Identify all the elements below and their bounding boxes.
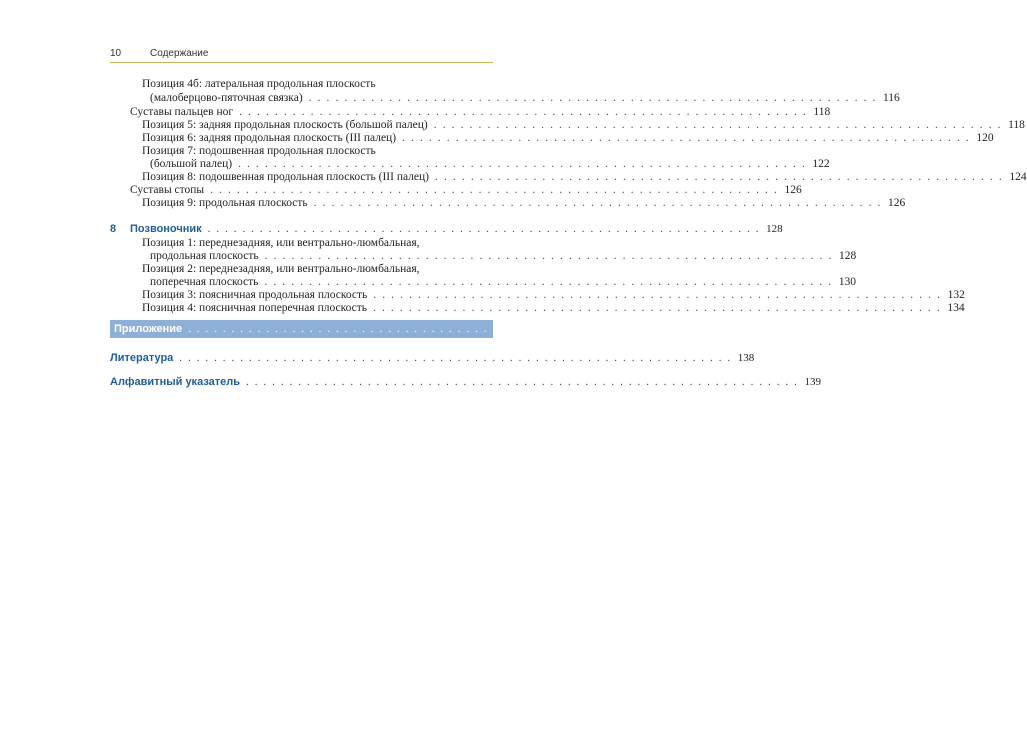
- toc-entry[interactable]: [142, 145, 493, 158]
- leader-dots: . . . . . . . . . . . . . . . . . . . . . . . . . . . . . . . . . . . . . . . . . . . . . . . . . . . . . . . . . . . . . . . .: [264, 250, 833, 262]
- chapter-number: 8: [110, 223, 117, 235]
- entry-title: Позиция 3: поясничная продольная плоскость: [142, 289, 368, 301]
- toc-entry[interactable]: [142, 197, 906, 210]
- entry-page: 128: [838, 250, 857, 262]
- toc-entry[interactable]: [150, 92, 900, 105]
- entry-title: Позиция 7: подошвенная продольная плоскость: [142, 145, 376, 157]
- page-number: 10: [110, 48, 122, 59]
- leader-dots: . . . . . . . . . . . . . . . . . . . . . . . . . . . . . . . . . . . . . . . . . . . . . . . . . . . . . . . . . . . . . . . .: [373, 289, 942, 301]
- leader-dots: . . . . . . . . . . . . . . . . . . . . . . . . . . . . . . . . . . . . . . . . . . . . . . . . . . . . . . . . . . . . . . . .: [246, 376, 799, 388]
- index-heading[interactable]: [110, 376, 821, 389]
- entry-page: 126: [888, 197, 906, 209]
- entry-title: (малоберцово-пяточная связка): [150, 92, 303, 104]
- entry-page: 122: [812, 158, 830, 170]
- leader-dots: . . . . . . . . . . . . . . . . . . . . . . . . . . . . . . . . . . . . . . . . . . . . . . . . . . . . . . . . . . . . . . . .: [238, 158, 807, 170]
- leader-dots: . . . . . . . . . . . . . . . . . . . . . . . . . . . . . . . . . . . . . . . . . . . . . . . . . . . . . . . . . . . . . . . .: [264, 276, 833, 288]
- entry-title: Позиция 6: задняя продольная плоскость (III палец): [142, 132, 397, 144]
- entry-page: 132: [947, 289, 965, 301]
- leader-dots: . . . . . . . . . . . . . . . . . . . . . . . . . . . . . . . . . . . . . . . . . . . . . . . . . . . . . . . . . . . . . . . .: [402, 132, 971, 144]
- page-header: [110, 46, 493, 62]
- toc-entry[interactable]: [142, 302, 965, 315]
- toc-entry[interactable]: [142, 263, 493, 276]
- chapter-heading[interactable]: [130, 223, 783, 236]
- toc-entry[interactable]: [142, 289, 965, 302]
- toc-entry[interactable]: [142, 171, 1027, 184]
- entry-title: Суставы пальцев ног: [130, 106, 234, 118]
- toc-entry[interactable]: [142, 78, 493, 91]
- leader-dots: . . . . . . . . . . . . . . . . . . . . . . . . . . . . . . . . . . . . . . . . . . . . . . . . . . . . . . . . . . . . . . . .: [239, 106, 808, 118]
- entry-page: 118: [813, 106, 831, 118]
- entry-title: Позиция 1: переднезадняя, или вентрально-люмбальная,: [142, 237, 420, 249]
- leader-dots: . . . . . . . . . . . . . . . . . . . . . . . . . . . . . . . . . . . . . . . . . . . . . . . . . . . . . . . . . . . . . . . .: [188, 323, 741, 335]
- index-title: Алфавитный указатель: [110, 376, 241, 388]
- entry-page: 126: [784, 184, 802, 196]
- leader-dots: . . . . . . . . . . . . . . . . . . . . . . . . . . . . . . . . . . . . . . . . . . . . . . . . . . . . . . . . . . . . . . . .: [313, 197, 882, 209]
- entry-page: 118: [1008, 119, 1025, 131]
- entry-title: Позиция 5: задняя продольная плоскость (большой палец): [142, 119, 428, 131]
- header-rule: [110, 62, 493, 63]
- entry-title: Позиция 2: переднезадняя, или вентрально-люмбальная,: [142, 263, 420, 275]
- entry-title: поперечная плоскость: [150, 276, 259, 288]
- entry-page: 130: [838, 276, 856, 288]
- literature-heading[interactable]: [110, 352, 755, 365]
- appendix-title: Приложение: [114, 323, 183, 335]
- appendix-page: 137: [746, 323, 764, 335]
- leader-dots: . . . . . . . . . . . . . . . . . . . . . . . . . . . . . . . . . . . . . . . . . . . . . . . . . . . . . . . . . . . . . . . .: [179, 352, 732, 364]
- leader-dots: . . . . . . . . . . . . . . . . . . . . . . . . . . . . . . . . . . . . . . . . . . . . . . . . . . . . . . . . . . . . . . . .: [207, 223, 761, 235]
- index-page: 139: [804, 376, 821, 388]
- toc-entry[interactable]: [142, 132, 994, 145]
- toc-entry[interactable]: [142, 119, 1025, 132]
- entry-title: продольная плоскость: [150, 250, 259, 262]
- entry-title: (большой палец): [150, 158, 233, 170]
- leader-dots: . . . . . . . . . . . . . . . . . . . . . . . . . . . . . . . . . . . . . . . . . . . . . . . . . . . . . . . . . . . . . . . .: [435, 171, 1004, 183]
- toc-entry[interactable]: [150, 276, 856, 289]
- entry-title: Позиция 8: подошвенная продольная плоскость (III палец): [142, 171, 430, 183]
- entry-page: 116: [882, 92, 900, 104]
- literature-page: 138: [737, 352, 755, 364]
- entry-title: Позиция 9: продольная плоскость: [142, 197, 308, 209]
- appendix-heading: [114, 323, 764, 336]
- chapter-title: Позвоночник: [130, 223, 202, 235]
- header-title: Содержание: [150, 48, 209, 59]
- leader-dots: . . . . . . . . . . . . . . . . . . . . . . . . . . . . . . . . . . . . . . . . . . . . . . . . . . . . . . . . . . . . . . . .: [373, 302, 942, 314]
- entry-page: 120: [976, 132, 994, 144]
- entry-page: 134: [947, 302, 965, 314]
- toc-entry[interactable]: [130, 184, 802, 197]
- entry-title: Позиция 4б: латеральная продольная плоскость: [142, 78, 376, 90]
- entry-title: Позиция 4: поясничная поперечная плоскость: [142, 302, 368, 314]
- entry-page: 124: [1009, 171, 1027, 183]
- entry-title: Суставы стопы: [130, 184, 205, 196]
- toc-entry[interactable]: [142, 237, 493, 250]
- toc-entry[interactable]: [130, 106, 831, 119]
- chapter-page: 128: [766, 223, 783, 235]
- literature-title: Литература: [110, 352, 174, 364]
- leader-dots: . . . . . . . . . . . . . . . . . . . . . . . . . . . . . . . . . . . . . . . . . . . . . . . . . . . . . . . . . . . . . . . .: [308, 92, 877, 104]
- toc-entry[interactable]: [150, 250, 857, 263]
- appendix-bar[interactable]: [110, 320, 764, 338]
- leader-dots: . . . . . . . . . . . . . . . . . . . . . . . . . . . . . . . . . . . . . . . . . . . . . . . . . . . . . . . . . . . . . . . .: [210, 184, 779, 196]
- toc-entry[interactable]: [150, 158, 830, 171]
- leader-dots: . . . . . . . . . . . . . . . . . . . . . . . . . . . . . . . . . . . . . . . . . . . . . . . . . . . . . . . . . . . . . . . .: [433, 119, 1003, 131]
